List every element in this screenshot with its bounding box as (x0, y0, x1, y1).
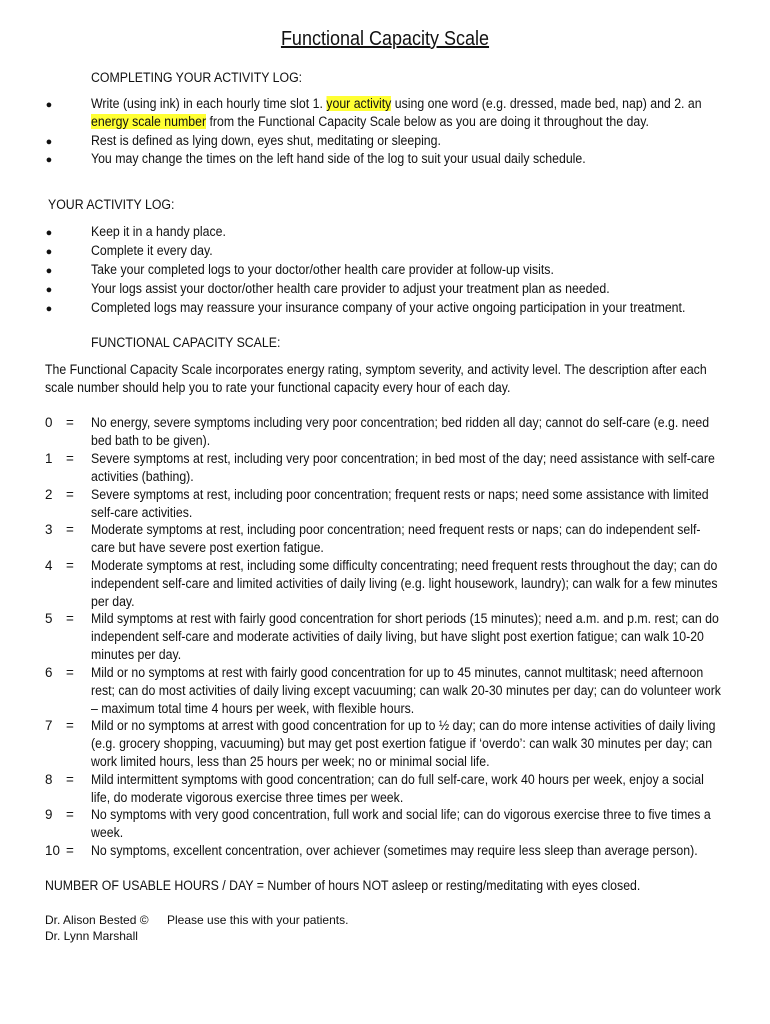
scale-level-equals: = (66, 843, 74, 858)
scale-level-equals: = (66, 487, 74, 502)
scale-level-description-line: Mild or no symptoms at arrest with good concentration for up to ½ day; can do more intense activities of daily living (91, 718, 716, 733)
scale-level-number: 5 (45, 611, 53, 626)
scale-level-number: 4 (45, 558, 53, 573)
scale-level-number: 2 (45, 487, 53, 502)
scale-level-description-line: care but have severe post exertion fatigue. (91, 539, 324, 555)
scale-level-description-line: independent self-care and moderate activities of daily living, but have slight post exertion fatigue; can walk 10-20 (91, 628, 704, 644)
completing-bullet-3: You may change the times on the left hand side of the log to suit your usual daily schedule. (91, 151, 586, 166)
bullet-icon: ● (45, 303, 53, 315)
scale-level-description-line: bed bath to be given). (91, 432, 211, 448)
scale-level-description-line: work limited hours, less than 25 hours per week; no or minimal social life. (91, 753, 490, 769)
completing-bullet-1-line-1: Write (using ink) in each hourly time slot 1. your activity using one word (e.g. dressed, made bed, nap) and 2. an (91, 96, 702, 111)
scale-level-description-line: No energy, severe symptoms including very poor concentration; bed ridden all day; cannot do self-care (e.g. need (91, 415, 710, 430)
footer-author-1: Dr. Alison Bested © (45, 913, 149, 927)
bullet-icon: ● (45, 284, 53, 296)
scale-intro-line-1: The Functional Capacity Scale incorporates energy rating, symptom severity, and activity level. The description after each (45, 362, 707, 377)
your-log-item: Keep it in a handy place. (91, 224, 226, 239)
scale-level-equals: = (66, 611, 74, 626)
scale-level-number: 6 (45, 665, 53, 680)
bullet-icon: ● (45, 227, 53, 239)
your-log-item: Take your completed logs to your doctor/other health care provider at follow-up visits. (91, 262, 554, 277)
scale-level-description-line: No symptoms with very good concentration, full work and social life; can do vigorous exercise three to five times a (91, 807, 711, 822)
scale-level-number: 3 (45, 522, 53, 537)
scale-level-number: 7 (45, 718, 53, 733)
completing-heading: COMPLETING YOUR ACTIVITY LOG: (91, 70, 303, 85)
scale-level-description-line: minutes per day. (91, 646, 182, 662)
scale-level-description-line: – maximum total time 4 hours per week, with flexible hours. (91, 700, 415, 716)
footer-author-2: Dr. Lynn Marshall (45, 929, 138, 943)
usable-hours-note: NUMBER OF USABLE HOURS / DAY = Number of hours NOT asleep or resting/meditating with eyes closed. (45, 878, 641, 893)
bullet-icon: ● (45, 265, 53, 277)
scale-level-equals: = (66, 772, 74, 787)
scale-level-number: 10 (45, 843, 60, 858)
scale-level-description-line: Severe symptoms at rest, including poor concentration; frequent rests or naps; need some assistance with limited (91, 487, 709, 502)
scale-level-description-line: Mild intermittent symptoms with good concentration; can do full self-care, work 40 hours per week, enjoy a social (91, 772, 704, 787)
scale-level-number: 1 (45, 451, 53, 466)
highlight-your-activity: your activity (326, 96, 392, 111)
completing-bullet-1-line-2: energy scale number from the Functional Capacity Scale below as you are doing it throughout the day. (91, 114, 649, 129)
scale-intro-line-2: scale number should help you to rate your functional capacity every hour of each day. (45, 380, 511, 395)
scale-level-number: 9 (45, 807, 53, 822)
scale-level-description-line: life, do moderate vigorous exercise three times per week. (91, 789, 404, 805)
bullet-icon: ● (45, 154, 53, 166)
scale-level-number: 0 (45, 415, 53, 430)
scale-level-equals: = (66, 522, 74, 537)
scale-heading: FUNCTIONAL CAPACITY SCALE: (91, 335, 281, 350)
scale-level-equals: = (66, 415, 74, 430)
scale-level-description-line: Moderate symptoms at rest, including poor concentration; need frequent rests or naps; can do independent self- (91, 522, 701, 537)
your-log-item: Your logs assist your doctor/other health care provider to adjust your treatment plan as needed. (91, 281, 610, 296)
your-log-item: Complete it every day. (91, 243, 213, 258)
scale-level-description-line: (e.g. grocery shopping, vacuuming) but may get post exertion fatigue if ‘overdo’: can walk 30 minutes per day; can (91, 735, 713, 751)
scale-level-description-line: No symptoms, excellent concentration, over achiever (sometimes may require less sleep than average person). (91, 843, 698, 858)
scale-level-equals: = (66, 665, 74, 680)
scale-level-number: 8 (45, 772, 53, 787)
scale-level-description-line: Moderate symptoms at rest, including some difficulty concentrating; need frequent rests throughout the day; can do (91, 558, 718, 573)
bullet-icon: ● (45, 136, 53, 148)
footer-note: Please use this with your patients. (167, 913, 349, 927)
page-title: Functional Capacity Scale (280, 28, 490, 50)
scale-level-equals: = (66, 558, 74, 573)
scale-level-description-line: per day. (91, 593, 135, 609)
your-log-heading: YOUR ACTIVITY LOG: (48, 197, 175, 212)
scale-level-equals: = (66, 807, 74, 822)
scale-level-description-line: Mild symptoms at rest with fairly good concentration for short periods (15 minutes); need a.m. and p.m. rest; can do (91, 611, 719, 626)
scale-level-description-line: activities (bathing). (91, 468, 194, 484)
your-log-item: Completed logs may reassure your insurance company of your active ongoing participation in your treatment. (91, 300, 686, 315)
completing-bullet-2: Rest is defined as lying down, eyes shut, meditating or sleeping. (91, 133, 441, 148)
bullet-icon: ● (45, 99, 53, 111)
scale-level-equals: = (66, 451, 74, 466)
scale-level-description-line: Severe symptoms at rest, including very poor concentration; in bed most of the day; need assistance with self-care (91, 451, 715, 466)
scale-level-description-line: week. (91, 824, 124, 840)
scale-level-description-line: Mild or no symptoms at rest with fairly good concentration for up to 45 minutes, cannot multitask; need afternoon (91, 665, 704, 680)
scale-level-description-line: rest; can do most activities of daily living except vacuuming; can walk 20-30 minutes per day; can do volunteer work (91, 682, 721, 698)
scale-level-equals: = (66, 718, 74, 733)
scale-level-description-line: self-care activities. (91, 504, 193, 520)
scale-level-description-line: independent self-care and limited activities of daily living (e.g. light housework, laundry); can walk for a few minutes (91, 575, 718, 591)
bullet-icon: ● (45, 246, 53, 258)
highlight-energy-scale-number: energy scale number (91, 114, 207, 129)
